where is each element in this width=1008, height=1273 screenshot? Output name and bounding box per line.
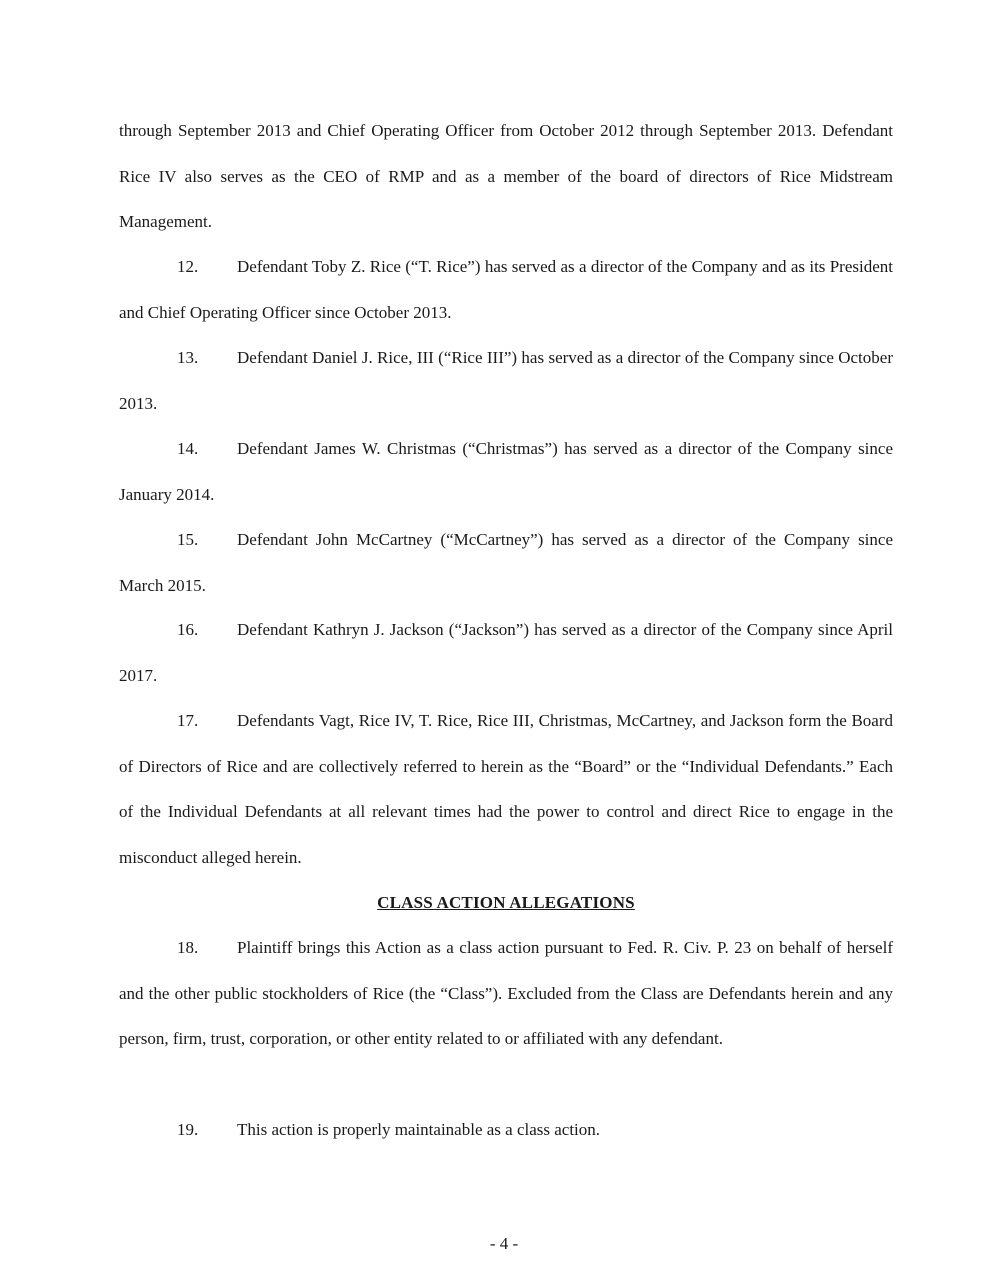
paragraph-19 bbox=[119, 1107, 893, 1153]
paragraph-number: 13. bbox=[177, 348, 199, 367]
paragraph-16 bbox=[119, 607, 893, 698]
paragraph-number: 12. bbox=[177, 257, 199, 276]
paragraph-text: Defendant Kathryn J. Jackson (“Jackson”) has served as a director of the Company since April 2017. bbox=[119, 620, 893, 685]
paragraph-number: 17. bbox=[177, 711, 199, 730]
paragraph-18 bbox=[119, 925, 893, 1062]
paragraph-number: 19. bbox=[177, 1120, 199, 1139]
paragraph-number: 15. bbox=[177, 530, 199, 549]
paragraph-14 bbox=[119, 426, 893, 517]
page-number: - 4 - bbox=[489, 1234, 519, 1253]
paragraph-text: Defendant John McCartney (“McCartney”) has served as a director of the Company since March 2015. bbox=[119, 530, 893, 595]
paragraph-text: This action is properly maintainable as a class action. bbox=[237, 1120, 601, 1139]
paragraph-text: Defendant Toby Z. Rice (“T. Rice”) has served as a director of the Company and as its President and Chief Operating Officer since October 2013. bbox=[119, 257, 893, 322]
paragraph-15 bbox=[119, 517, 893, 608]
paragraph-text: Defendant James W. Christmas (“Christmas”) has served as a director of the Company since January 2014. bbox=[119, 439, 893, 504]
paragraph-text: through September 2013 and Chief Operating Officer from October 2012 through September 2013. Defendant Rice IV also serves as the CEO of RMP and as a member of the board of directors of Rice Midstream Management. bbox=[119, 121, 893, 232]
paragraph-13 bbox=[119, 335, 893, 426]
paragraph-text: Plaintiff brings this Action as a class action pursuant to Fed. R. Civ. P. 23 on behalf of herself and the other public stockholders of Rice (the “Class”). Excluded from the Class are Defendants herein and any person, firm, trust, corporation, or other entity related to or affiliated with any defendant. bbox=[119, 938, 893, 1049]
paragraph-number: 16. bbox=[177, 620, 199, 639]
section-heading: CLASS ACTION ALLEGATIONS bbox=[377, 893, 635, 912]
paragraph-12 bbox=[119, 244, 893, 335]
paragraph-number: 14. bbox=[177, 439, 199, 458]
paragraph-continuation bbox=[119, 108, 893, 245]
paragraph-17 bbox=[119, 698, 893, 880]
paragraph-text: Defendants Vagt, Rice IV, T. Rice, Rice III, Christmas, McCartney, and Jackson form the Board of Directors of Rice and are collectively referred to herein as the “Board” or the “Individual Defendants.” Each of the Individual Defendants at all relevant times had the power to control and direct Rice to engage in the misconduct alleged herein. bbox=[119, 711, 893, 867]
paragraph-text: Defendant Daniel J. Rice, III (“Rice III”) has served as a director of the Company since October 2013. bbox=[119, 348, 893, 413]
paragraph-number: 18. bbox=[177, 938, 199, 957]
